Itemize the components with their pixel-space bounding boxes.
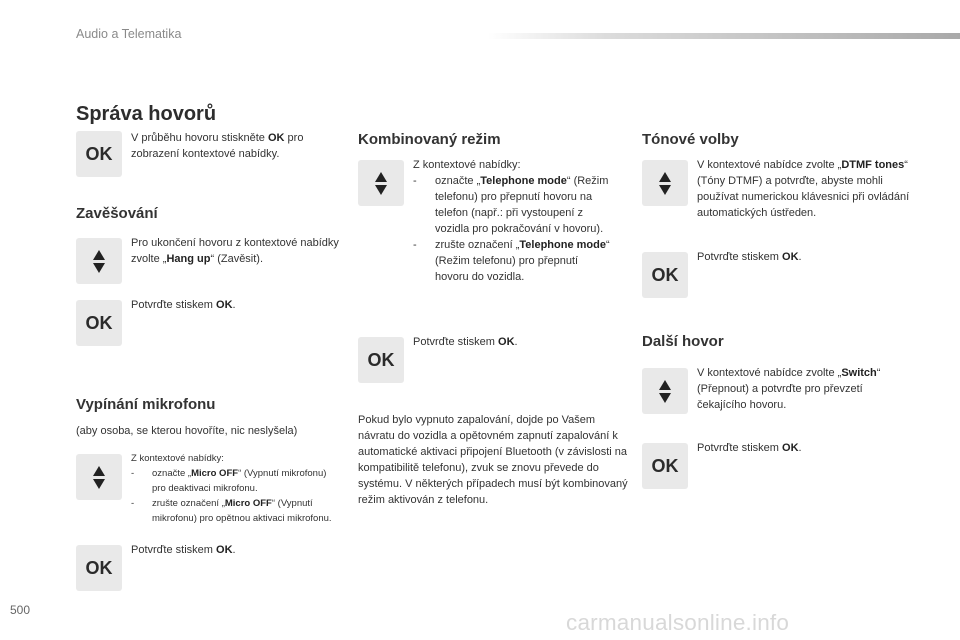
- up-down-arrows-icon: [76, 454, 122, 500]
- mute-heading: Vypínání mikrofonu: [76, 396, 216, 413]
- hangup-text: Pro ukončení hovoru z kontextové nabídky zvolte „Hang up“ (Zavěsit).: [131, 237, 339, 265]
- page-title: Správa hovorů: [76, 103, 217, 125]
- intro-text: V průběhu hovoru stiskněte OK pro zobrazení kontextové nabídky.: [131, 132, 304, 160]
- up-down-arrows-icon: [76, 238, 122, 284]
- ok-key-icon: OK: [642, 252, 688, 298]
- hangup-confirm: Potvrďte stiskem OK.: [131, 299, 236, 311]
- mute-note: (aby osoba, se kterou hovoříte, nic neslyšela): [76, 425, 298, 437]
- ok-key-icon: OK: [76, 131, 122, 177]
- combined-instructions: Z kontextové nabídky: - označte „Telephone mode“ (Režim telefonu) pro přepnutí hovoru na telefon (např.: při vystoupení z vozidla pro pokračování v hovoru). - zrušte označení „Telephone mode“ (Režim telefonu) pro přepnutí hovoru do vozidla.: [413, 157, 613, 285]
- ok-key-icon: OK: [76, 300, 122, 346]
- header-rule: [488, 33, 960, 39]
- list-item: - označte „Telephone mode“ (Režim telefonu) pro přepnutí hovoru na telefon (např.: při vystoupení z vozidla pro pokračování v hovoru).: [413, 175, 609, 235]
- page-number: 500: [10, 603, 31, 617]
- hangup-heading: Zavěšování: [76, 205, 158, 222]
- mute-instructions: Z kontextové nabídky: - označte „Micro OFF“ (Vypnutí mikrofonu) pro deaktivaci mikrofonu. - zrušte označení „Micro OFF“ (Vypnutí mikrofonu) pro opětnou aktivaci mikrofonu.: [131, 451, 336, 526]
- tones-text: V kontextové nabídce zvolte „DTMF tones“ (Tóny DTMF) a potvrďte, abyste mohli používat numerickou klávesnici při ovládání automatických ústředen.: [697, 159, 910, 219]
- up-down-arrows-icon: [642, 368, 688, 414]
- ok-key-icon: OK: [642, 443, 688, 489]
- next-call-heading: Další hovor: [642, 333, 724, 350]
- ok-key-icon: OK: [358, 337, 404, 383]
- section-header: Audio a Telematika: [76, 27, 182, 41]
- next-call-text: V kontextové nabídce zvolte „Switch“ (Přepnout) a potvrďte pro převzetí čekajícího hovoru.: [697, 367, 881, 411]
- list-item: - zrušte označení „Telephone mode“ (Režim telefonu) pro přepnutí hovoru do vozidla.: [413, 239, 610, 283]
- watermark: carmanualsonline.info: [566, 610, 790, 635]
- up-down-arrows-icon: [358, 160, 404, 206]
- tones-heading: Tónové volby: [642, 131, 739, 148]
- tones-confirm: Potvrďte stiskem OK.: [697, 251, 802, 263]
- combined-heading: Kombinovaný režim: [358, 131, 501, 148]
- list-item: - označte „Micro OFF“ (Vypnutí mikrofonu) pro deaktivaci mikrofonu.: [131, 468, 327, 494]
- ok-key-icon: OK: [76, 545, 122, 591]
- next-call-confirm: Potvrďte stiskem OK.: [697, 442, 802, 454]
- up-down-arrows-icon: [642, 160, 688, 206]
- list-item: - zrušte označení „Micro OFF“ (Vypnutí mikrofonu) pro opětnou aktivaci mikrofonu.: [131, 498, 332, 524]
- mute-confirm: Potvrďte stiskem OK.: [131, 544, 236, 556]
- combined-confirm: Potvrďte stiskem OK.: [413, 336, 518, 348]
- combined-note: Pokud bylo vypnuto zapalování, dojde po Vašem návratu do vozidla a opětovném zapnutí zapalování k automatické aktivaci připojení Bluetooth (v závislosti na kompatibilitě telefonu), zvuk se znovu převede do systému. V některých případech musí být kombinovaný režim aktivován z telefonu.: [358, 414, 628, 506]
